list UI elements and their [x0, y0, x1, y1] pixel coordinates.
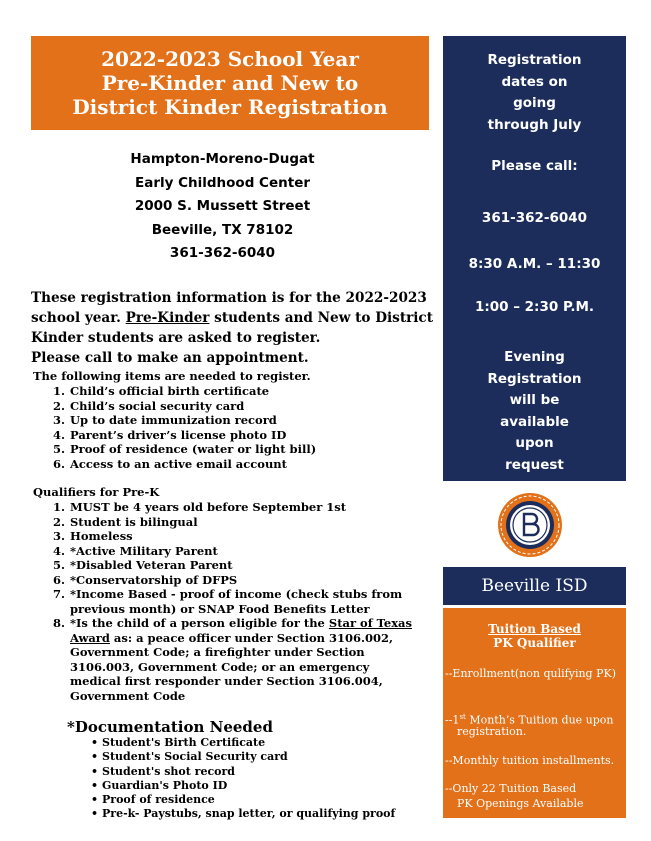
center-city: Beeville, TX 78102: [151, 221, 294, 238]
intro-line-1: These registration information is for the 2022-2023: [31, 290, 427, 306]
intro-line-3: Kinder students are asked to register.: [31, 330, 321, 346]
title-line-1: 2022-2023 School Year: [101, 47, 359, 71]
list-item: 4. *Active Military Parent: [52, 543, 218, 558]
center-address: [100, 148, 345, 266]
list-item: • Student's shot record: [91, 765, 395, 779]
tuition-heading: Tuition Based PK Qualifier: [488, 622, 581, 650]
list-item: • Pre-k- Paystubs, snap letter, or qualifying proof: [91, 807, 395, 821]
intro-paragraph: [31, 288, 441, 368]
list-item: 6. Access to an active email account: [52, 456, 287, 471]
tuition-box: [443, 608, 626, 818]
items-needed-section: [33, 369, 433, 471]
title-line-2: Pre-Kinder and New to: [101, 71, 359, 95]
list-item: 6. *Conservatorship of DFPS: [52, 572, 238, 587]
list-item: 5. Proof of residence (water or light bill): [52, 442, 317, 456]
tuition-line-monthly: --Monthly tuition installments.: [445, 754, 615, 767]
tuition-line-first-month: --1st Month’s Tuition due upon: [445, 713, 614, 727]
tuition-line-openings-2: PK Openings Available: [457, 797, 584, 810]
hours-afternoon: 1:00 – 2:30 P.M.: [474, 299, 595, 315]
list-item: 2. Student is bilingual: [52, 514, 198, 529]
center-phone: 361-362-6040: [169, 245, 276, 261]
qualifiers-title: Qualifiers for Pre-K: [33, 485, 160, 499]
list-item: • Proof of residence: [91, 793, 395, 807]
center-street: 2000 S. Mussett Street: [134, 198, 311, 214]
list-item: 4. Parent’s driver’s license photo ID: [52, 427, 287, 442]
list-item: 3. Homeless: [52, 529, 133, 543]
list-item: 3. Up to date immunization record: [52, 413, 277, 427]
documentation-list: [91, 736, 395, 822]
items-needed-list: [49, 384, 433, 471]
hours-morning: 8:30 A.M. – 11:30: [468, 256, 601, 272]
please-call-label: Please call:: [491, 158, 578, 174]
intro-line-2: [31, 308, 441, 328]
intro-line-2-post: students and New to District: [209, 310, 433, 326]
documentation-title: *Documentation Needed: [67, 718, 273, 736]
intro-line-4: Please call to make an appointment.: [31, 350, 309, 366]
qualifiers-section: [33, 485, 433, 703]
tuition-line-openings: --Only 22 Tuition Based: [445, 782, 577, 795]
title-line-3: District Kinder Registration: [72, 95, 388, 119]
list-item: • Student's Birth Certificate: [91, 736, 395, 750]
items-needed-title: The following items are needed to register.: [33, 369, 311, 383]
beeville-isd-logo-icon: [497, 492, 563, 558]
tuition-line-enrollment: --Enrollment(non qulifying PK): [445, 667, 616, 680]
star-of-texas-underlined: Star of Texas: [328, 616, 412, 630]
list-item: 2. Child’s social security card: [52, 398, 245, 413]
list-item: 8. *Is the child of a person eligible for the Star of Texas Award as: a peace officer under Section 3106.002, Government Code; a firefighter under Section 3106.003, Government Code; or an emergency medical first responder under Section 3106.004, Government Code: [52, 616, 412, 703]
list-item: 1. MUST be 4 years old before September 1st: [52, 500, 347, 514]
center-name-line-2: Early Childhood Center: [134, 174, 311, 191]
pre-kinder-underlined: Pre-Kinder: [125, 310, 210, 326]
registration-dates: Registration dates on going through July: [487, 52, 582, 133]
registration-info-sidebar: [443, 36, 626, 481]
list-item: 1. Child’s official birth certificate: [52, 384, 270, 398]
sidebar-phone: 361-362-6040: [481, 210, 588, 226]
title-banner: [31, 36, 429, 130]
isd-name-bar: Beeville ISD: [443, 567, 626, 605]
intro-line-2-pre: school year.: [31, 310, 126, 326]
evening-registration: Evening Registration will be available upon request: [487, 349, 582, 473]
center-name-line-1: Hampton-Moreno-Dugat: [130, 151, 315, 167]
list-item: 7. *Income Based - proof of income (check stubs from previous month) or SNAP Food Benefits Letter: [52, 587, 403, 616]
tuition-line-registration: registration.: [457, 725, 527, 738]
list-item: • Student's Social Security card: [91, 750, 395, 764]
list-item: • Guardian's Photo ID: [91, 779, 395, 793]
qualifiers-list: [49, 500, 433, 703]
list-item: 5. *Disabled Veteran Parent: [52, 558, 233, 572]
